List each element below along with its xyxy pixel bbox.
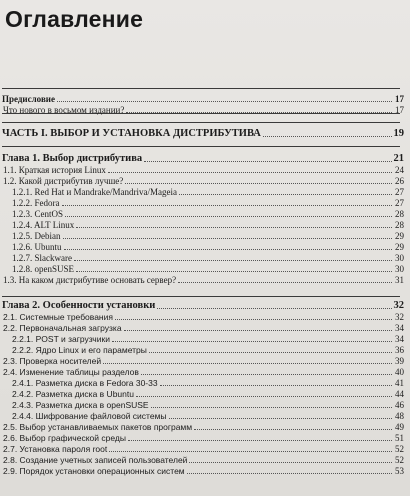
toc-entry [0, 432, 404, 443]
toc-entry [0, 241, 404, 252]
dot-leader [124, 330, 392, 331]
toc-entry [0, 252, 404, 263]
toc-entry-title: 1.2. Какой дистрибутив лучше? [3, 176, 124, 186]
dot-leader [64, 249, 393, 250]
toc-entry-page: 36 [395, 345, 404, 355]
toc-entry-page: 24 [395, 165, 404, 175]
dot-leader [157, 308, 392, 309]
toc-entry-title: 2.9. Порядок установки операционных систем [3, 466, 185, 476]
toc-entry [0, 322, 404, 333]
toc-entry-page: 39 [395, 356, 404, 366]
toc-entry-title: 2.8. Создание учетных записей пользователей [3, 455, 188, 465]
dot-leader [169, 418, 392, 419]
section-rule [2, 88, 400, 89]
toc-entry-title: Предисловие [2, 94, 55, 104]
toc-entry [0, 263, 404, 274]
toc-entry-title: 2.3. Проверка носителей [3, 356, 102, 366]
toc-entry-title: 1.2.2. Fedora [12, 198, 60, 208]
toc-entry-page: 27 [395, 187, 404, 197]
toc-entry [0, 454, 404, 465]
dot-leader [74, 260, 392, 261]
toc-entry-title: 1.3. На каком дистрибутиве основать сервер? [3, 275, 177, 285]
toc-entry-title: 1.2.8. openSUSE [12, 264, 75, 274]
dot-leader [108, 172, 392, 173]
toc-entry-page: 29 [395, 242, 404, 252]
toc-entry [0, 230, 404, 241]
toc-entry-page: 19 [393, 128, 404, 139]
dot-leader [179, 194, 392, 195]
dot-leader [128, 440, 392, 441]
toc-entry-title: 1.2.1. Red Hat и Mandrake/Mandriva/Mageia [12, 187, 178, 197]
section-rule [2, 122, 400, 123]
toc-entry-title: 2.2.1. POST и загрузчики [12, 334, 110, 344]
toc-entry-title: Глава 2. Особенности установки [2, 300, 156, 311]
toc-entry-page: 51 [395, 433, 404, 443]
dot-leader [189, 462, 392, 463]
dot-leader [103, 363, 392, 364]
toc-entry-page: 28 [395, 209, 404, 219]
toc-entry-title: 2.2.2. Ядро Linux и его параметры [12, 345, 147, 355]
dot-leader [63, 238, 393, 239]
section-rule [2, 296, 400, 297]
toc-entry-page: 27 [395, 198, 404, 208]
toc-entry [0, 377, 404, 388]
toc-entry-page: 34 [395, 323, 404, 333]
toc-entry-title: 2.4. Изменение таблицы разделов [3, 367, 139, 377]
toc-entry [0, 443, 404, 454]
toc-entry [0, 208, 404, 219]
toc-entry-title: 2.4.2. Разметка диска в Ubuntu [12, 389, 134, 399]
toc-entry-page: 46 [395, 400, 404, 410]
toc-entry [0, 421, 404, 432]
toc-entry-title: 1.2.6. Ubuntu [12, 242, 62, 252]
toc-entry-page: 21 [393, 153, 404, 164]
toc-entry [0, 175, 404, 186]
toc-entry [0, 388, 404, 399]
toc-entry-page: 49 [395, 422, 404, 432]
toc-entry-title: 2.4.4. Шифрование файловой системы [12, 411, 167, 421]
dot-leader [112, 341, 392, 342]
toc-entry [0, 366, 404, 377]
toc-entry-title: 1.1. Краткая история Linux [3, 165, 106, 175]
toc-entry [0, 399, 404, 410]
toc-entry-page: 32 [393, 300, 404, 311]
toc-entry-title: 1.2.4. ALT Linux [12, 220, 75, 230]
toc-entry [0, 274, 404, 285]
toc-entry [0, 153, 404, 164]
toc-entry-page: 41 [395, 378, 404, 388]
toc-entry-title: Глава 1. Выбор дистрибутива [2, 153, 143, 164]
toc-entry-page: 17 [395, 105, 404, 115]
dot-leader [144, 161, 392, 162]
toc-entry [0, 186, 404, 197]
toc-entry [0, 300, 404, 311]
dot-leader [65, 216, 392, 217]
toc-entry-title: Что нового в восьмом издании? [3, 105, 125, 115]
toc-entry-page: 31 [395, 275, 404, 285]
dot-leader [109, 451, 392, 452]
dot-leader [136, 396, 392, 397]
dot-leader [76, 227, 392, 228]
dot-leader [194, 429, 392, 430]
toc-entry-title: 1.2.3. CentOS [12, 209, 64, 219]
toc-entry-page: 53 [395, 466, 404, 476]
toc-entry-title: 2.7. Установка пароля root [3, 444, 108, 454]
dot-leader [62, 205, 393, 206]
toc-entry-page: 29 [395, 231, 404, 241]
toc-entry-title: 2.6. Выбор графической среды [3, 433, 126, 443]
dot-leader [125, 183, 392, 184]
toc-entry [0, 355, 404, 366]
toc-entry [0, 219, 404, 230]
toc-entry-title: ЧАСТЬ I. ВЫБОР И УСТАНОВКА ДИСТРИБУТИВА [2, 128, 261, 139]
dot-leader [141, 374, 392, 375]
toc-entry-title: 2.4.3. Разметка диска в openSUSE [12, 400, 149, 410]
toc-entry [0, 311, 404, 322]
toc-entry [0, 410, 404, 421]
toc-entry-page: 44 [395, 389, 404, 399]
page-title: Оглавление [5, 6, 144, 32]
dot-leader [178, 282, 392, 283]
toc-entry [0, 333, 404, 344]
dot-leader [187, 473, 392, 474]
toc-entry-page: 52 [395, 455, 404, 465]
toc-entry-page: 17 [395, 94, 404, 104]
toc-entry-title: 2.1. Системные требования [3, 312, 113, 322]
toc-entry-title: 2.5. Выбор устанавливаемых пакетов программ [3, 422, 193, 432]
toc-entry [0, 128, 404, 139]
toc-entry [0, 104, 404, 115]
toc-entry-page: 32 [395, 312, 404, 322]
toc-entry-page: 34 [395, 334, 404, 344]
section-rule [2, 146, 400, 147]
toc-entry-page: 30 [395, 253, 404, 263]
toc-entry-page: 28 [395, 220, 404, 230]
toc-entry-page: 30 [395, 264, 404, 274]
dot-leader [115, 319, 392, 320]
toc-entry-title: 2.2. Первоначальная загрузка [3, 323, 122, 333]
toc-entry-page: 52 [395, 444, 404, 454]
toc-entry [0, 344, 404, 355]
toc-entry [0, 465, 404, 476]
toc-entry [0, 197, 404, 208]
toc-entry-page: 48 [395, 411, 404, 421]
toc-entry [0, 164, 404, 175]
dot-leader [149, 352, 392, 353]
dot-leader [263, 136, 392, 137]
toc-entry-page: 40 [395, 367, 404, 377]
dot-leader [126, 112, 392, 113]
dot-leader [160, 385, 392, 386]
dot-leader [76, 271, 392, 272]
dot-leader [57, 101, 392, 102]
toc-entry-title: 1.2.5. Debian [12, 231, 61, 241]
toc-entry-title: 2.4.1. Разметка диска в Fedora 30-33 [12, 378, 158, 388]
toc-entry-page: 26 [395, 176, 404, 186]
dot-leader [151, 407, 392, 408]
toc-entry [0, 93, 404, 104]
toc-entry-title: 1.2.7. Slackware [12, 253, 72, 263]
